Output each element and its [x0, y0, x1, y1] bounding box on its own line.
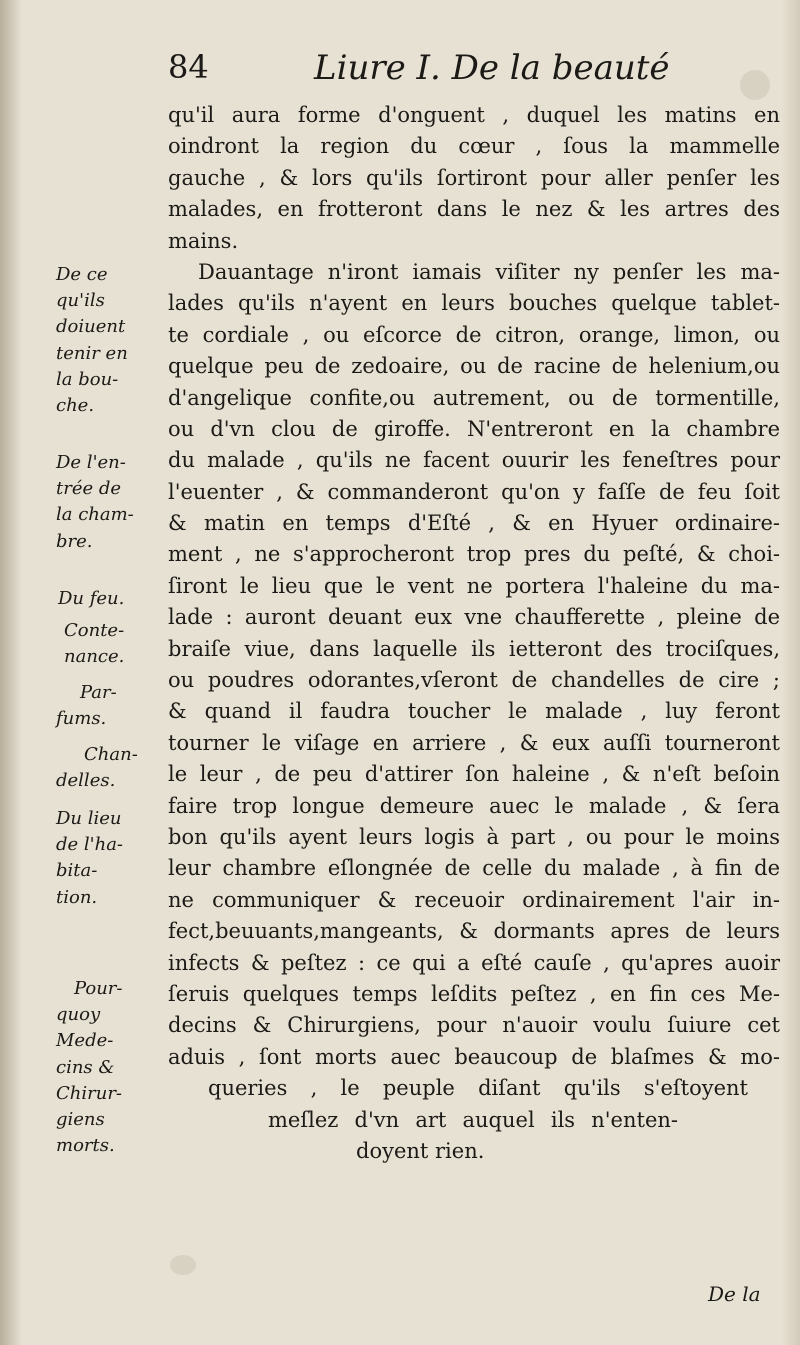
text-line: infects & peſtez : ce qui a eſté cauſe , qu'apres auoir [168, 950, 780, 975]
text-line: ou d'vn clou de giroffe. N'entreront en la chambre [168, 416, 780, 441]
text-line: faire trop longue demeure auec le malade , & ſera [168, 793, 780, 818]
margin-note-line: giens [56, 1109, 105, 1131]
running-title: Liure I. De la beauté [314, 48, 670, 88]
margin-note-line: trée de [56, 478, 122, 500]
margin-note-mouth [56, 262, 128, 419]
margin-note-line: qu'ils [56, 290, 105, 312]
margin-note-entry [56, 450, 134, 555]
text-line: mains. [168, 228, 239, 253]
text-line: oindront la region du cœur , ſous la mammelle [168, 134, 780, 159]
text-line: Dauantage n'iront iamais viſiter ny penſer les ma- [198, 259, 780, 284]
paper-stain [170, 1255, 196, 1275]
margin-note-candles [56, 742, 138, 794]
margin-note-line: delles. [56, 770, 116, 792]
body-text [168, 100, 780, 1167]
text-line: bon qu'ils ayent leurs logis à part , ou pour le moins [168, 824, 780, 849]
margin-note-fire [58, 586, 124, 612]
margin-note-line: Par- [80, 682, 117, 703]
text-line: aduis , ſont morts auec beaucoup de blaſmes & mo- [168, 1044, 780, 1069]
text-line: fect,beuuants,mangeants, & dormants apres de leurs [168, 919, 780, 944]
text-line: lade : auront deuant eux vne chaufferette , pleine de [168, 605, 780, 630]
margin-note-line: morts. [56, 1135, 115, 1157]
margin-note-why-died [56, 976, 123, 1159]
margin-note-line: Conte- [64, 620, 125, 641]
text-line: malades, en frotteront dans le nez & les artres des [168, 197, 780, 222]
margin-note-line: tenir en [56, 342, 128, 364]
text-line: ou poudres odorantes,vſeront de chandelles de cire ; [168, 668, 780, 693]
text-line: & matin en temps d'Eſté , & en Hyuer ordinaire- [168, 511, 780, 536]
margin-note-dwelling [56, 806, 123, 911]
text-line: ſeruis quelques temps leſdits peſtez , en fin ces Me- [168, 981, 780, 1006]
text-line: ment , ne s'approcheront trop pres du peſté, & choi- [168, 542, 780, 567]
margin-note-line: bre. [56, 530, 93, 552]
text-line: tourner le viſage en arriere , & eux auſſi tourneront [168, 730, 780, 755]
catchword: De la [708, 1282, 761, 1306]
margin-note-line: Chan- [84, 744, 138, 765]
text-line: te cordiale , ou eſcorce de citron, orange, limon, ou [168, 322, 780, 347]
margin-note-line: tion. [56, 886, 98, 908]
margin-note-line: Chirur- [56, 1082, 123, 1104]
margin-note-line: la cham- [56, 504, 134, 526]
text-line: gauche , & lors qu'ils ſortiront pour aller penſer les [168, 165, 780, 190]
text-line: ne communiquer & receuoir ordinairement l'air in- [168, 887, 780, 912]
text-line: quelque peu de zedoaire, ou de racine de helenium,ou [168, 354, 780, 379]
text-line: queries , le peuple diſant qu'ils s'eſtoyent [208, 1076, 748, 1101]
page-header [168, 48, 670, 92]
margin-note-line: de l'ha- [56, 834, 124, 856]
text-line: braiſe viue, dans laquelle ils ietteront des trociſques, [168, 636, 780, 661]
margin-note-line: De ce [56, 264, 108, 285]
margin-note-line: bita- [56, 860, 98, 882]
text-line: d'angelique confite,ou autrement, ou de tormentille, [168, 385, 780, 410]
text-line: leur chambre eſlongnée de celle du malade , à fin de [168, 856, 780, 881]
margin-note-line: nance. [64, 646, 125, 668]
text-line: l'euenter , & commanderont qu'on y faſſe de feu ſoit [168, 479, 780, 504]
margin-note-line: fums. [56, 708, 107, 730]
text-line: & quand il faudra toucher le malade , luy feront [168, 699, 780, 724]
page-number: 84 [168, 48, 209, 86]
text-line: ſiront le lieu que le vent ne portera l'haleine du ma- [168, 573, 780, 598]
margin-note-perfumes [56, 680, 117, 732]
margin-note-line: la bou- [56, 368, 119, 390]
margin-note-line: che. [56, 395, 95, 417]
margin-note-line: Mede- [56, 1030, 114, 1052]
margin-note-countenance [64, 618, 124, 670]
margin-note-line: Du lieu [56, 808, 122, 829]
margin-note-line: De l'en- [56, 452, 126, 473]
margin-note-line: doiuent [56, 316, 126, 338]
text-line: qu'il aura forme d'onguent , duquel les matins en [168, 103, 780, 127]
margin-note-line: quoy [56, 1004, 101, 1026]
margin-note-line: cins & [56, 1056, 115, 1078]
text-line: decins & Chirurgiens, pour n'auoir voulu ſuiure cet [168, 1013, 780, 1038]
text-line: doyent rien. [356, 1138, 485, 1163]
text-line: lades qu'ils n'ayent en leurs bouches quelque tablet- [168, 291, 780, 316]
paper-stain [740, 70, 770, 100]
margin-note-line: Du feu. [58, 588, 125, 609]
text-line: meſlez d'vn art auquel ils n'enten- [268, 1107, 678, 1132]
text-line: du malade , qu'ils ne facent ouurir les feneſtres pour [168, 448, 780, 473]
margin-note-line: Pour- [74, 978, 123, 999]
text-line: le leur , de peu d'attirer ſon haleine , & n'eſt beſoin [168, 762, 780, 787]
